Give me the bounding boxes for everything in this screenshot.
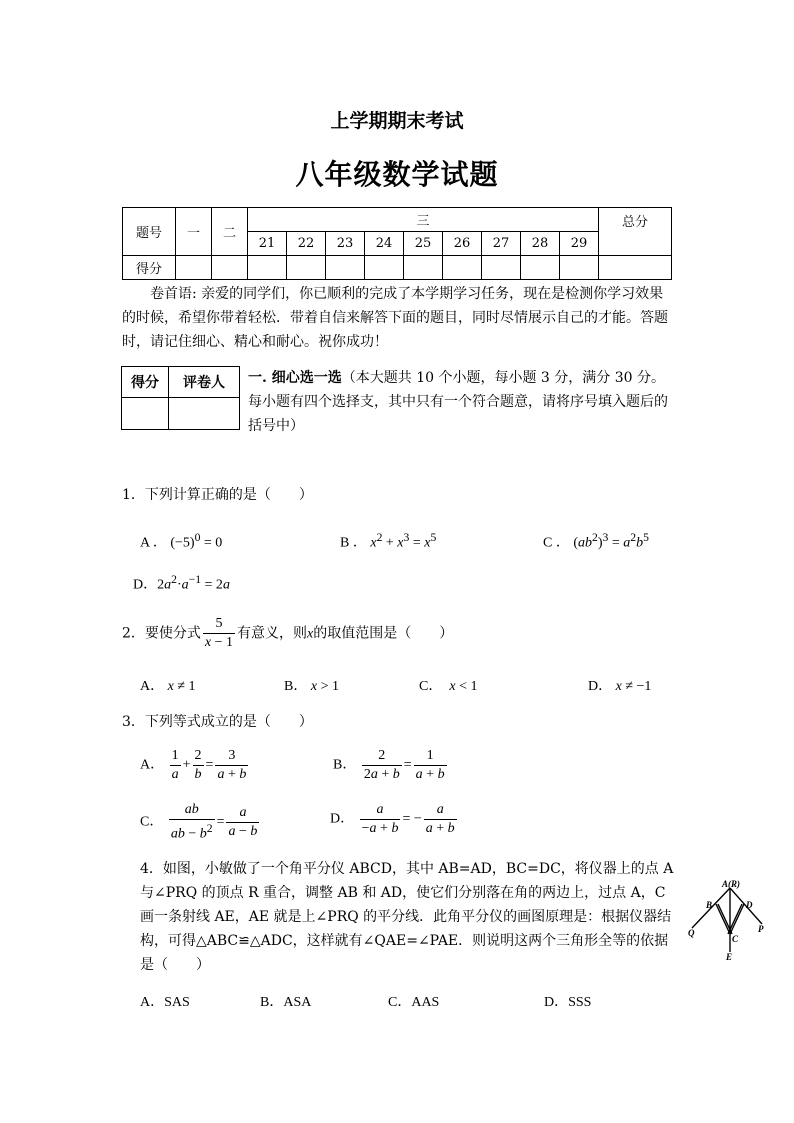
score-table-sub: 26 bbox=[443, 232, 482, 256]
score-table-label-score: 得分 bbox=[123, 256, 176, 280]
q3-option-b-label: B． bbox=[333, 757, 357, 773]
q2-stem-start: 2．要使分式 bbox=[122, 625, 201, 642]
grader-score-label: 得分 bbox=[122, 367, 169, 398]
score-cell[interactable] bbox=[443, 256, 482, 280]
q3-option-c[interactable]: C． $\frac{ab}{ab - b^2}$ = $\frac{a}{a - b}$ bbox=[140, 802, 258, 842]
grader-reviewer-cell[interactable] bbox=[169, 398, 240, 430]
figure-label-p: P bbox=[758, 924, 764, 934]
score-table bbox=[122, 207, 672, 280]
section-1-heading: 一. 细心选一选 bbox=[248, 370, 342, 386]
figure-label-e: E bbox=[726, 952, 733, 962]
q4-option-c[interactable]: C．AAS bbox=[388, 995, 440, 1010]
figure-label-d: D bbox=[746, 900, 753, 910]
score-table-col-3: 三 bbox=[248, 208, 599, 232]
q4-option-d[interactable]: D．SSS bbox=[544, 995, 592, 1010]
q2-option-a-label: A． bbox=[140, 679, 165, 694]
question-4-stem: 4．如图，小敏做了一个角平分仪 ABCD，其中 AB=AD，BC=DC，将仪器上的点 A 与∠PRQ 的顶点 R 重合，调整 AB 和 AD，使它们分别落在角的两边上，过点 A，C 画一条射线 AE，AE 就是上∠PRQ 的平分线．此角平分仪的画图原理是：根据仪器结构，可得△ABC≌△ADC，这样就有∠QAE=∠PAE．则说明这两个三角形全等的依据是（ ） bbox=[140, 861, 674, 973]
grader-score-cell[interactable] bbox=[122, 398, 169, 430]
q3-option-b[interactable]: B． $\frac{2}{2a + b}$ = $\frac{1}{a + b}$ bbox=[333, 748, 445, 782]
score-table-label-question: 题号 bbox=[123, 208, 176, 256]
score-cell[interactable] bbox=[287, 256, 326, 280]
question-3-stem: 3．下列等式成立的是（ ） bbox=[122, 714, 313, 730]
exam-subtitle: 上学期期末考试 bbox=[330, 110, 464, 132]
score-cell[interactable] bbox=[482, 256, 521, 280]
score-table-sub: 21 bbox=[248, 232, 287, 256]
grader-reviewer-label: 评卷人 bbox=[169, 367, 240, 398]
q1-option-c-label: C ． bbox=[543, 535, 570, 551]
score-table-sub: 28 bbox=[521, 232, 560, 256]
q2-stem-end: 的取值范围是（ ） bbox=[313, 625, 454, 642]
score-cell[interactable] bbox=[326, 256, 365, 280]
q3-option-d[interactable]: D． $\frac{a}{-a + b}$ = − $\frac{a}{a + b}$ bbox=[330, 802, 455, 836]
q1-option-a-label: A ． bbox=[140, 535, 167, 551]
q3-option-a[interactable]: A． $\frac{1}{a}$ + $\frac{2}{b}$ = $\frac{3}{a + b}$ bbox=[140, 748, 247, 782]
q1-option-b[interactable]: B ． $x^2 + x^3 = x^5$ bbox=[340, 531, 437, 551]
score-cell[interactable] bbox=[176, 256, 212, 280]
score-table-col-2: 二 bbox=[212, 208, 248, 256]
figure-segment-dc bbox=[730, 904, 744, 934]
q3-option-d-label: D． bbox=[330, 811, 355, 827]
q2-option-d-label: D． bbox=[588, 679, 613, 694]
exam-title: 八年级数学试题 bbox=[295, 158, 499, 191]
score-table-sub: 24 bbox=[365, 232, 404, 256]
score-cell[interactable] bbox=[212, 256, 248, 280]
section-1-intro bbox=[248, 366, 678, 438]
angle-bisector-figure bbox=[686, 880, 768, 962]
score-table-total: 总分 bbox=[599, 208, 672, 256]
figure-label-c: C bbox=[732, 934, 739, 944]
q4-option-b[interactable]: B．ASA bbox=[260, 995, 312, 1010]
question-2-stem: 2．要使分式 $\frac{5}{x - 1}$ 有意义，则x的取值范围是（ ） bbox=[122, 616, 454, 650]
q1-option-d[interactable]: D．$2a^2\cdot a^{-1} = 2a$ bbox=[133, 573, 230, 593]
score-cell[interactable] bbox=[599, 256, 672, 280]
question-1-stem: 1．下列计算正确的是（ ） bbox=[122, 487, 313, 503]
q2-option-c[interactable]: C． x < 1 bbox=[419, 679, 478, 694]
figure-label-q: Q bbox=[688, 928, 695, 938]
q2-option-c-label: C． bbox=[419, 679, 443, 694]
score-cell[interactable] bbox=[365, 256, 404, 280]
q4-option-a[interactable]: A．SAS bbox=[140, 995, 190, 1010]
q1-option-a[interactable]: A ． $(-5)^0 = 0$ bbox=[140, 531, 223, 551]
q2-option-d[interactable]: D． x ≠ −1 bbox=[588, 679, 652, 694]
score-table-sub: 25 bbox=[404, 232, 443, 256]
q2-option-b[interactable]: B． x > 1 bbox=[284, 679, 339, 694]
figure-segment-bc bbox=[716, 904, 730, 934]
score-table-sub: 23 bbox=[326, 232, 365, 256]
q2-option-b-label: B． bbox=[284, 679, 308, 694]
q3-option-c-label: C． bbox=[140, 814, 164, 830]
preface-text: 卷首语: 亲爱的同学们，你已顺利的完成了本学期学习任务，现在是检测你学习效果的时候，希望你带着轻松．带着自信来解答下面的题目，同时尽情展示自己的才能。答题时，请记住细心、精心和耐心。祝你成功！ bbox=[122, 286, 668, 350]
q1-option-c[interactable]: C ． $(ab^2)^3 = a^2b^5$ bbox=[543, 531, 649, 551]
score-table-sub: 22 bbox=[287, 232, 326, 256]
figure-label-a: A(R) bbox=[722, 880, 740, 889]
score-cell[interactable] bbox=[560, 256, 599, 280]
score-table-sub: 29 bbox=[560, 232, 599, 256]
q1-option-d-label: D． bbox=[133, 577, 158, 593]
figure-label-b: B bbox=[706, 900, 713, 910]
score-cell[interactable] bbox=[248, 256, 287, 280]
q2-stem-mid: 有意义，则 bbox=[237, 625, 308, 642]
score-cell[interactable] bbox=[521, 256, 560, 280]
section-1-description: （本大题共 10 个小题，每小题 3 分，满分 30 分。每小题有四个选择支，其中只有一个符合题意，请将序号填入题后的括号中） bbox=[248, 370, 668, 434]
score-cell[interactable] bbox=[404, 256, 443, 280]
q3-option-a-label: A． bbox=[140, 757, 165, 773]
q1-option-b-label: B ． bbox=[340, 535, 367, 551]
grader-box bbox=[121, 366, 240, 430]
score-table-col-1: 一 bbox=[176, 208, 212, 256]
q2-option-a[interactable]: A． x ≠ 1 bbox=[140, 679, 196, 694]
score-table-sub: 27 bbox=[482, 232, 521, 256]
